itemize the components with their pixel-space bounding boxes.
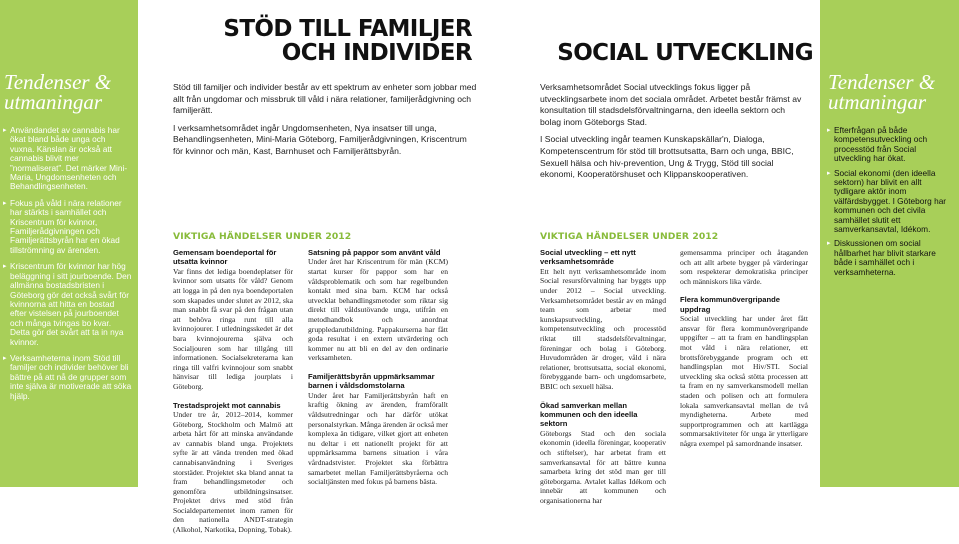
article-title: Satsning på pappor som använt våld [308,248,441,257]
sidebar-left-heading-line1: Tendenser & [4,70,112,94]
article-column-3 [540,248,666,515]
intro-right-paragraph: I Social utveckling ingår teamen Kunskapskällar'n, Dialoga, Kompetenscentrum för stöd till brottsutsatta, Barn och unga, BBIC, Sexuell hälsa och hiv-prevention, Ung & Trygg, Stöd till social ekonomi, Kooperatörshuset och Klippanskooperativen. [540,134,794,180]
article-title: Social utveckling – ett nytt verksamhetsområde [540,248,636,267]
sidebar-right-heading [828,72,953,112]
article-column-1 [173,248,293,544]
intro-left-paragraph: Stöd till familjer och individer består av ett spektrum av enheter som jobbar med allt från ungdomar och missbruk till våld i nära relationer, familjerådgivning och familjerätt. [173,82,477,116]
article-title: Familjerättsbyrån uppmärksammar barnen i våldsdomstolarna [308,371,435,391]
sidebar-right-item: ▸ Efterfrågan på både kompetensutveckling och processtöd från Social utveckling har ökat. [828,126,953,164]
sidebar-left-item: ▸ Fokus på våld i nära relationer har stärkts i samhället och Kriscentrum för kvinnor, Familjerådgivningen och Familjerättsbyrån har en ökad tillströmning av ärenden. [4,199,132,255]
intro-right-paragraph: Verksamhetsområdet Social utvecklings fokus ligger på utvecklingsarbete inom det sociala området. Arbetet består främst av konsultation till stadsdelsförvaltningarna, den ideella sektorn och bolag inom Göteborgs Stad. [540,82,802,127]
article-body: gemensamma principer och åtaganden och att allt arbete bygger på värderingar som respekterar demokratiska principer och människors lika värde. [680,248,808,286]
sidebar-left [0,0,138,487]
intro-left [173,82,479,164]
sidebar-left-heading-line2: utmaningar [4,90,103,114]
sidebar-left-heading [4,72,132,112]
article-body: Var finns det lediga boendeplatser för kvinnor som utsatts för våld? Genom att logga in på den nya boendeportalen som skapades under slutet av 2012, ska man snabbt få svar på den frågan utan att behöva ringa runt till alla kvinnojourer. I utledningsskedet är det bara kvinnojourerna själva och Socialjouren som har tillgång till informationen. Socialsekreterarna kan ringa till valfri kvinnojour som snabbt hänvisar till lediga jourplats i Göteborg. [173,266,293,391]
article-body: Under året har Familjerättsbyrån haft en kraftig ökning av ärenden, framförallt våldsutredningar och har därför utökat personalstyrkan. Många ärenden är också mer komplexa än tidigare, vilket gjort att enheten nu deltar i ett nationellt projekt för att uppmärksamma barnens situation i våra vårdnadstvister. Projektet ska förbättra samarbetet mellan Familjerättsbyråerna och socialtjänsten med fokus på barnens bästa. [308,390,448,487]
page-title-left-line2: OCH INDIVIDER [281,40,472,66]
article-title: Gemensam boendeportal för utsatta kvinnor [173,248,277,267]
article-body: Under året har Kriscentrum för män (KCM) startat kurser för pappor som har en våldsproblematik och som har regelbunden kontakt med sina barn. KCM har också utvecklat behandlingsmetoder som riktar sig direkt till våldsutövande unga, utifrån en metodhandbok och anordnat gruppledarutbildning. Pappakurserna har fått goda resultat i en extern utvärdering och kommer nu att bli en del av den ordinarie verksamheten. [308,257,448,363]
article-body: Social utveckling har under året fått ansvar för flera kommunövergripande uppgifter – att ta fram en handlingsplan mot våld i nära relationer, ett brottsförebyggande program och ett handlingsplan mot Hiv/STI. Social utveckling ska också stötta processen att ta fram en ny samverkansmodell mellan staden och polisen och att formulera lokala samverkansavtal mellan de två myndigheterna. Arbete med supportprogrammen och att kartlägga sommarsaktiviteter för unga är ytterligare några exempel på samordnande insatser. [680,314,808,448]
article-body: Under tre år, 2012–2014, kommer Göteborg, Stockholm och Malmö att arbeta hårt för att minska användande av cannabis bland unga. Projektets syfte är att vända trenden med ökad cannabisanvändning i Sveriges storstäder. Projektet ska bland annat ta fram behandlingsmetoder och genomföra utbildningsinsatser. Projektet drivs med stöd från Socialdepartementet inom ramen för den nationella ANDT-strategin (Alkohol, Narkotika, Dopning, Tobak). [173,409,293,535]
sidebar-right [820,0,959,487]
sidebar-right-item: ▸ Social ekonomi (den ideella sektorn) har blivit en allt tydligare aktör inom välfärdsbygget. I Göteborg har kommunen och det civila samhället slutit ett samverkansavtal, Idékom. [828,169,953,235]
article-body: Ett helt nytt verksamhetsområde inom Social resursförvaltning har byggts upp under 2012 – Social utveckling. Verksamhetsområdet består av en mängd team som arbetar med kunskapsutveckling, kompetensutveckling och processtöd riktat till stadsdelsförvaltningar, föreningar och bolag i Göteborg. Huvudområden är droger, våld i nära relationer, brottsutsatta, social ekonomi, förebyggande barn- och ungdomsarbete, BBIC och sexuell hälsa. [540,266,666,391]
sidebar-right-list [828,126,953,277]
sidebar-right-heading-line2: utmaningar [828,90,927,114]
intro-right [540,82,802,187]
article-title: Trestadsprojekt mot cannabis [173,400,281,410]
article-column-4 [680,248,808,458]
page-title-right: SOCIAL UTVECKLING [557,40,813,66]
article-title: Ökad samverkan mellan kommunen och den ideella sektorn [540,400,638,429]
sidebar-right-heading-line1: Tendenser & [828,70,936,94]
sidebar-left-list [4,126,132,401]
article-title: Flera kommunövergripande uppdrag [680,295,781,314]
article-body: Göteborgs Stad och den sociala ekonomin (ideella föreningar, kooperativ och stiftelser), har arbetat fram ett samverkansavtal för att bättre kunna samarbeta kring det stöd man ger till göteborgarna. Avtalet kallas Idékom och innebär att kommunen och organisationerna har [540,428,666,505]
intro-left-paragraph: I verksamhetsområdet ingår Ungdomsenheten, Nya insatser till unga, Behandlingsenheten, Mini-Maria Göteborg, Familjerådgivningen, Kriscentrum för kvinnor och män, Kast, Barnhuset och Familjerättsbyrån. [173,122,467,156]
section-heading-right: VIKTIGA HÄNDELSER UNDER 2012 [540,231,719,242]
section-heading-left: VIKTIGA HÄNDELSER UNDER 2012 [173,231,352,242]
sidebar-right-item: ▸ Diskussionen om social hållbarhet har blivit starkare både i samhället och i verksamheterna. [828,239,953,277]
page-title-left [140,17,472,65]
page-title-left-line1: STÖD TILL FAMILJER [223,16,472,42]
sidebar-left-item: ▸ Användandet av cannabis har ökat bland både unga och vuxna. Känslan är också att cannabis blivit mer ”normaliserat”. Det märker Mini-Maria, Ungdomsenheten och Behandlingsenheten. [4,126,132,192]
sidebar-left-item: ▸ Kriscentrum för kvinnor har hög beläggning i sitt jourboende. Den allmänna bostadsbristen i Göteborg gör det också svårt för kvinnorna att hitta en bostad efter vistelsen på jourboendet och många tvingas bo kvar. Detta gör det svårt att ta in nya kvinnor. [4,262,132,347]
article-column-2 [308,248,448,496]
sidebar-left-item: ▸ Verksamheterna inom Stöd till familjer och individer behöver bli bättre på att nå de grupper som inte själva är motiverade att söka hjälp. [4,354,132,401]
